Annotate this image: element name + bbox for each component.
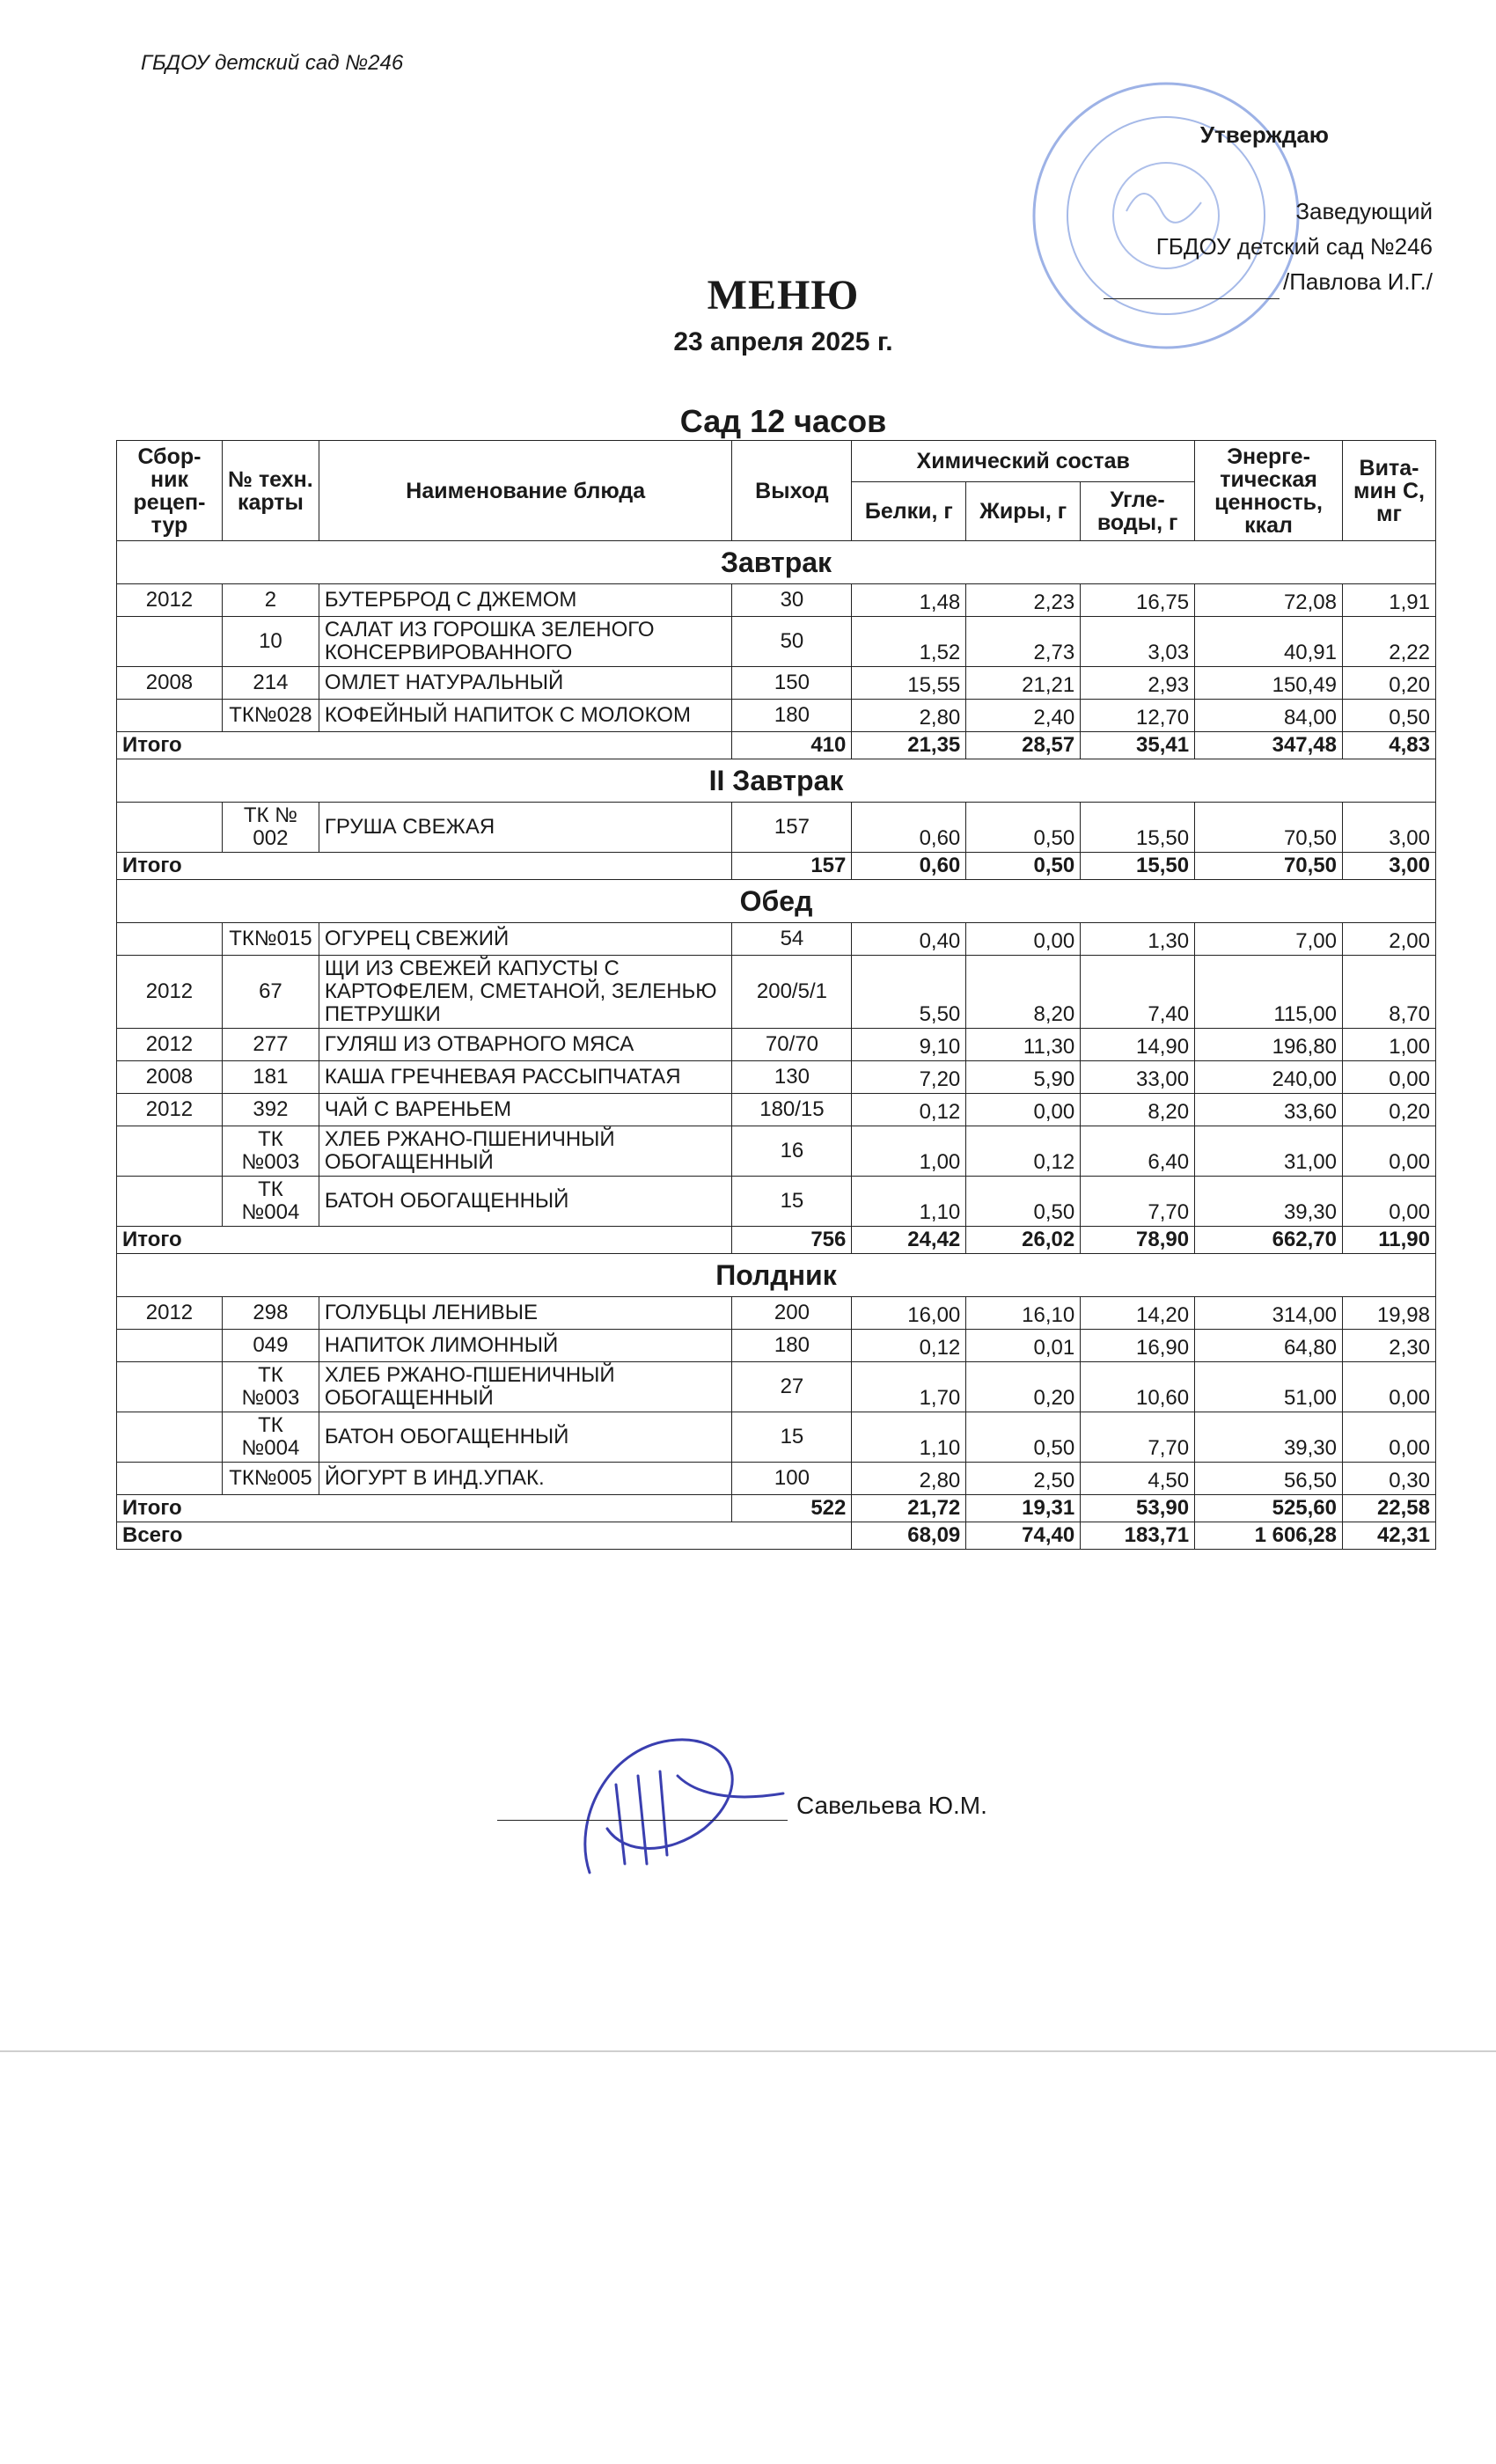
total-yield: 756: [732, 1227, 852, 1254]
total-fat: 19,31: [966, 1495, 1081, 1522]
cell-protein: 1,00: [852, 1126, 966, 1177]
cell-collection: [117, 803, 223, 853]
table-row: [117, 956, 1436, 1029]
cell-card: ТК№015: [222, 923, 319, 956]
cell-collection: 2012: [117, 584, 223, 617]
cell-dish-name: ХЛЕБ РЖАНО-ПШЕНИЧНЫЙ ОБОГАЩЕННЫЙ: [319, 1126, 732, 1177]
table-row: [117, 667, 1436, 700]
cell-energy: 40,91: [1195, 617, 1343, 667]
cell-dish-name: КОФЕЙНЫЙ НАПИТОК С МОЛОКОМ: [319, 700, 732, 732]
total-yield: 522: [732, 1495, 852, 1522]
cell-carbs: 14,20: [1081, 1297, 1195, 1330]
cell-card: ТК №003: [222, 1126, 319, 1177]
cell-dish-name: ОГУРЕЦ СВЕЖИЙ: [319, 923, 732, 956]
total-row: [117, 1227, 1436, 1254]
cell-carbs: 10,60: [1081, 1362, 1195, 1412]
cell-dish-name: ГРУША СВЕЖАЯ: [319, 803, 732, 853]
section-title: Завтрак: [117, 541, 1436, 584]
cell-card: 392: [222, 1094, 319, 1126]
cell-carbs: 4,50: [1081, 1463, 1195, 1495]
total-row: [117, 1495, 1436, 1522]
cell-fat: 11,30: [966, 1029, 1081, 1061]
cell-collection: [117, 923, 223, 956]
cell-yield: 16: [732, 1126, 852, 1177]
cell-dish-name: БУТЕРБРОД С ДЖЕМОМ: [319, 584, 732, 617]
cell-card: ТК №003: [222, 1362, 319, 1412]
cell-card: 67: [222, 956, 319, 1029]
cell-energy: 33,60: [1195, 1094, 1343, 1126]
cell-yield: 200: [732, 1297, 852, 1330]
col-fat: Жиры, г: [966, 482, 1081, 541]
table-row: [117, 1094, 1436, 1126]
cell-yield: 54: [732, 923, 852, 956]
total-protein: 21,72: [852, 1495, 966, 1522]
cell-carbs: 3,03: [1081, 617, 1195, 667]
cell-yield: 200/5/1: [732, 956, 852, 1029]
cell-protein: 5,50: [852, 956, 966, 1029]
cell-collection: 2012: [117, 1029, 223, 1061]
table-row: [117, 1330, 1436, 1362]
col-collection: Сбор-ник рецеп-тур: [117, 441, 223, 541]
cell-dish-name: ЙОГУРТ В ИНД.УПАК.: [319, 1463, 732, 1495]
cell-fat: 0,00: [966, 923, 1081, 956]
table-row: [117, 1061, 1436, 1094]
table-row: [117, 584, 1436, 617]
cell-fat: 21,21: [966, 667, 1081, 700]
table-row: [117, 1297, 1436, 1330]
cell-energy: 7,00: [1195, 923, 1343, 956]
cell-energy: 51,00: [1195, 1362, 1343, 1412]
section-row: [117, 541, 1436, 584]
cell-vitamin: 1,00: [1343, 1029, 1436, 1061]
cell-carbs: 8,20: [1081, 1094, 1195, 1126]
cell-energy: 31,00: [1195, 1126, 1343, 1177]
total-protein: 21,35: [852, 732, 966, 759]
cell-card: ТК№005: [222, 1463, 319, 1495]
table-row: [117, 700, 1436, 732]
grand-total-vitamin: 42,31: [1343, 1522, 1436, 1550]
cell-yield: 100: [732, 1463, 852, 1495]
cell-collection: 2012: [117, 1094, 223, 1126]
cell-energy: 39,30: [1195, 1177, 1343, 1227]
table-row: [117, 1126, 1436, 1177]
page-title: МЕНЮ: [707, 272, 860, 319]
total-carbs: 53,90: [1081, 1495, 1195, 1522]
cell-vitamin: 2,30: [1343, 1330, 1436, 1362]
section-title: II Завтрак: [117, 759, 1436, 803]
total-carbs: 15,50: [1081, 853, 1195, 880]
grand-total-protein: 68,09: [852, 1522, 966, 1550]
cell-yield: 50: [732, 617, 852, 667]
cell-carbs: 6,40: [1081, 1126, 1195, 1177]
cell-energy: 240,00: [1195, 1061, 1343, 1094]
grand-total-row: [117, 1522, 1436, 1550]
cell-collection: 2012: [117, 956, 223, 1029]
cell-fat: 0,50: [966, 803, 1081, 853]
col-energy: Энерге-тическая ценность, ккал: [1195, 441, 1343, 541]
cell-carbs: 14,90: [1081, 1029, 1195, 1061]
cell-card: 214: [222, 667, 319, 700]
cell-collection: 2012: [117, 1297, 223, 1330]
cell-collection: [117, 700, 223, 732]
cell-dish-name: ГУЛЯШ ИЗ ОТВАРНОГО МЯСА: [319, 1029, 732, 1061]
total-vitamin: 3,00: [1343, 853, 1436, 880]
total-energy: 662,70: [1195, 1227, 1343, 1254]
total-fat: 26,02: [966, 1227, 1081, 1254]
cell-dish-name: ЧАЙ С ВАРЕНЬЕМ: [319, 1094, 732, 1126]
cell-collection: [117, 1463, 223, 1495]
cell-vitamin: 0,00: [1343, 1061, 1436, 1094]
cell-energy: 56,50: [1195, 1463, 1343, 1495]
cell-carbs: 12,70: [1081, 700, 1195, 732]
grand-total-energy: 1 606,28: [1195, 1522, 1343, 1550]
cell-carbs: 7,70: [1081, 1412, 1195, 1463]
cell-protein: 1,10: [852, 1412, 966, 1463]
cell-energy: 64,80: [1195, 1330, 1343, 1362]
cell-protein: 1,70: [852, 1362, 966, 1412]
col-vitamin: Вита-мин С, мг: [1343, 441, 1436, 541]
cell-dish-name: НАПИТОК ЛИМОННЫЙ: [319, 1330, 732, 1362]
cell-dish-name: ХЛЕБ РЖАНО-ПШЕНИЧНЫЙ ОБОГАЩЕННЫЙ: [319, 1362, 732, 1412]
cell-protein: 1,10: [852, 1177, 966, 1227]
total-energy: 525,60: [1195, 1495, 1343, 1522]
cell-dish-name: ГОЛУБЦЫ ЛЕНИВЫЕ: [319, 1297, 732, 1330]
cell-card: 181: [222, 1061, 319, 1094]
total-label: Итого: [117, 853, 732, 880]
cell-yield: 15: [732, 1177, 852, 1227]
signatory-line: [497, 1820, 788, 1821]
cell-yield: 180: [732, 700, 852, 732]
cell-carbs: 16,90: [1081, 1330, 1195, 1362]
total-vitamin: 11,90: [1343, 1227, 1436, 1254]
cell-fat: 2,73: [966, 617, 1081, 667]
cell-fat: 2,40: [966, 700, 1081, 732]
cell-card: ТК №004: [222, 1177, 319, 1227]
cell-collection: [117, 1126, 223, 1177]
cell-protein: 0,40: [852, 923, 966, 956]
total-fat: 28,57: [966, 732, 1081, 759]
total-vitamin: 22,58: [1343, 1495, 1436, 1522]
cell-dish-name: КАША ГРЕЧНЕВАЯ РАССЫПЧАТАЯ: [319, 1061, 732, 1094]
total-yield: 410: [732, 732, 852, 759]
cell-yield: 180/15: [732, 1094, 852, 1126]
approver-name: /Павлова И.Г./: [1283, 268, 1433, 295]
cell-collection: [117, 617, 223, 667]
cell-collection: [117, 1177, 223, 1227]
cell-yield: 30: [732, 584, 852, 617]
cell-yield: 15: [732, 1412, 852, 1463]
cell-yield: 27: [732, 1362, 852, 1412]
col-carbs: Угле-воды, г: [1081, 482, 1195, 541]
cell-energy: 196,80: [1195, 1029, 1343, 1061]
col-chemical: Химический состав: [852, 441, 1195, 482]
cell-dish-name: БАТОН ОБОГАЩЕННЫЙ: [319, 1177, 732, 1227]
total-label: Итого: [117, 732, 732, 759]
cell-carbs: 7,70: [1081, 1177, 1195, 1227]
table-row: [117, 923, 1436, 956]
cell-energy: 72,08: [1195, 584, 1343, 617]
table-row: [117, 1463, 1436, 1495]
cell-protein: 16,00: [852, 1297, 966, 1330]
cell-energy: 314,00: [1195, 1297, 1343, 1330]
cell-dish-name: ОМЛЕТ НАТУРАЛЬНЫЙ: [319, 667, 732, 700]
cell-energy: 150,49: [1195, 667, 1343, 700]
cell-fat: 0,01: [966, 1330, 1081, 1362]
cell-vitamin: 2,00: [1343, 923, 1436, 956]
cell-carbs: 16,75: [1081, 584, 1195, 617]
total-energy: 347,48: [1195, 732, 1343, 759]
cell-collection: [117, 1412, 223, 1463]
cell-carbs: 33,00: [1081, 1061, 1195, 1094]
cell-vitamin: 8,70: [1343, 956, 1436, 1029]
cell-protein: 2,80: [852, 1463, 966, 1495]
cell-protein: 1,52: [852, 617, 966, 667]
cell-card: ТК № 002: [222, 803, 319, 853]
cell-yield: 70/70: [732, 1029, 852, 1061]
cell-vitamin: 0,00: [1343, 1412, 1436, 1463]
total-fat: 0,50: [966, 853, 1081, 880]
section-title: Полдник: [117, 1254, 1436, 1297]
cell-card: 277: [222, 1029, 319, 1061]
cell-yield: 150: [732, 667, 852, 700]
cell-energy: 84,00: [1195, 700, 1343, 732]
cell-collection: 2008: [117, 1061, 223, 1094]
cell-card: 10: [222, 617, 319, 667]
approver-position: Заведующий: [1295, 198, 1433, 224]
cell-fat: 2,50: [966, 1463, 1081, 1495]
table-row: [117, 1029, 1436, 1061]
cell-energy: 39,30: [1195, 1412, 1343, 1463]
cell-carbs: 1,30: [1081, 923, 1195, 956]
total-row: [117, 853, 1436, 880]
cell-vitamin: 0,00: [1343, 1126, 1436, 1177]
cell-fat: 5,90: [966, 1061, 1081, 1094]
cell-vitamin: 0,20: [1343, 667, 1436, 700]
cell-collection: 2008: [117, 667, 223, 700]
total-label: Итого: [117, 1495, 732, 1522]
cell-fat: 2,23: [966, 584, 1081, 617]
total-yield: 157: [732, 853, 852, 880]
cell-fat: 0,20: [966, 1362, 1081, 1412]
menu-date: 23 апреля 2025 г.: [673, 327, 893, 356]
cell-card: 049: [222, 1330, 319, 1362]
total-label: Итого: [117, 1227, 732, 1254]
col-yield: Выход: [732, 441, 852, 541]
cell-vitamin: 3,00: [1343, 803, 1436, 853]
cell-collection: [117, 1362, 223, 1412]
grand-total-fat: 74,40: [966, 1522, 1081, 1550]
table-row: [117, 803, 1436, 853]
total-energy: 70,50: [1195, 853, 1343, 880]
total-vitamin: 4,83: [1343, 732, 1436, 759]
cell-vitamin: 0,00: [1343, 1177, 1436, 1227]
cell-energy: 70,50: [1195, 803, 1343, 853]
organization-name: ГБДОУ детский сад №246: [141, 51, 404, 75]
cell-yield: 180: [732, 1330, 852, 1362]
cell-carbs: 2,93: [1081, 667, 1195, 700]
cell-vitamin: 0,30: [1343, 1463, 1436, 1495]
handwritten-signature: [554, 1723, 801, 1899]
cell-fat: 8,20: [966, 956, 1081, 1029]
total-row: [117, 732, 1436, 759]
section-row: [117, 880, 1436, 923]
total-protein: 24,42: [852, 1227, 966, 1254]
cell-protein: 0,12: [852, 1330, 966, 1362]
col-card: № техн. карты: [222, 441, 319, 541]
cell-vitamin: 1,91: [1343, 584, 1436, 617]
cell-vitamin: 19,98: [1343, 1297, 1436, 1330]
cell-vitamin: 0,20: [1343, 1094, 1436, 1126]
approve-label: Утверждаю: [1199, 121, 1329, 148]
cell-protein: 0,60: [852, 803, 966, 853]
approver-institution: ГБДОУ детский сад №246: [1155, 233, 1433, 260]
cell-protein: 7,20: [852, 1061, 966, 1094]
cell-vitamin: 0,00: [1343, 1362, 1436, 1412]
cell-protein: 15,55: [852, 667, 966, 700]
cell-dish-name: ЩИ ИЗ СВЕЖЕЙ КАПУСТЫ С КАРТОФЕЛЕМ, СМЕТАНОЙ, ЗЕЛЕНЬЮ ПЕТРУШКИ: [319, 956, 732, 1029]
section-row: [117, 1254, 1436, 1297]
table-row: [117, 617, 1436, 667]
cell-vitamin: 2,22: [1343, 617, 1436, 667]
signatory-name: Савельева Ю.М.: [796, 1792, 987, 1819]
cell-card: ТК№028: [222, 700, 319, 732]
cell-protein: 0,12: [852, 1094, 966, 1126]
table-row: [117, 1177, 1436, 1227]
total-carbs: 35,41: [1081, 732, 1195, 759]
grand-total-carbs: 183,71: [1081, 1522, 1195, 1550]
section-title: Обед: [117, 880, 1436, 923]
cell-vitamin: 0,50: [1343, 700, 1436, 732]
cell-yield: 130: [732, 1061, 852, 1094]
cell-carbs: 7,40: [1081, 956, 1195, 1029]
cell-dish-name: САЛАТ ИЗ ГОРОШКА ЗЕЛЕНОГО КОНСЕРВИРОВАННОГО: [319, 617, 732, 667]
cell-fat: 0,00: [966, 1094, 1081, 1126]
cell-card: ТК №004: [222, 1412, 319, 1463]
total-protein: 0,60: [852, 853, 966, 880]
cell-protein: 9,10: [852, 1029, 966, 1061]
cell-dish-name: БАТОН ОБОГАЩЕННЫЙ: [319, 1412, 732, 1463]
cell-energy: 115,00: [1195, 956, 1343, 1029]
cell-card: 2: [222, 584, 319, 617]
cell-fat: 0,12: [966, 1126, 1081, 1177]
total-carbs: 78,90: [1081, 1227, 1195, 1254]
col-name: Наименование блюда: [319, 441, 732, 541]
section-row: [117, 759, 1436, 803]
cell-collection: [117, 1330, 223, 1362]
table-row: [117, 1362, 1436, 1412]
cell-protein: 2,80: [852, 700, 966, 732]
menu-table: [116, 440, 1436, 1550]
grand-total-label: Всего: [117, 1522, 852, 1550]
table-row: [117, 1412, 1436, 1463]
cell-protein: 1,48: [852, 584, 966, 617]
cell-fat: 16,10: [966, 1297, 1081, 1330]
cell-carbs: 15,50: [1081, 803, 1195, 853]
cell-card: 298: [222, 1297, 319, 1330]
cell-fat: 0,50: [966, 1412, 1081, 1463]
cell-fat: 0,50: [966, 1177, 1081, 1227]
menu-subtitle: Сад 12 часов: [679, 403, 887, 439]
col-protein: Белки, г: [852, 482, 966, 541]
cell-yield: 157: [732, 803, 852, 853]
